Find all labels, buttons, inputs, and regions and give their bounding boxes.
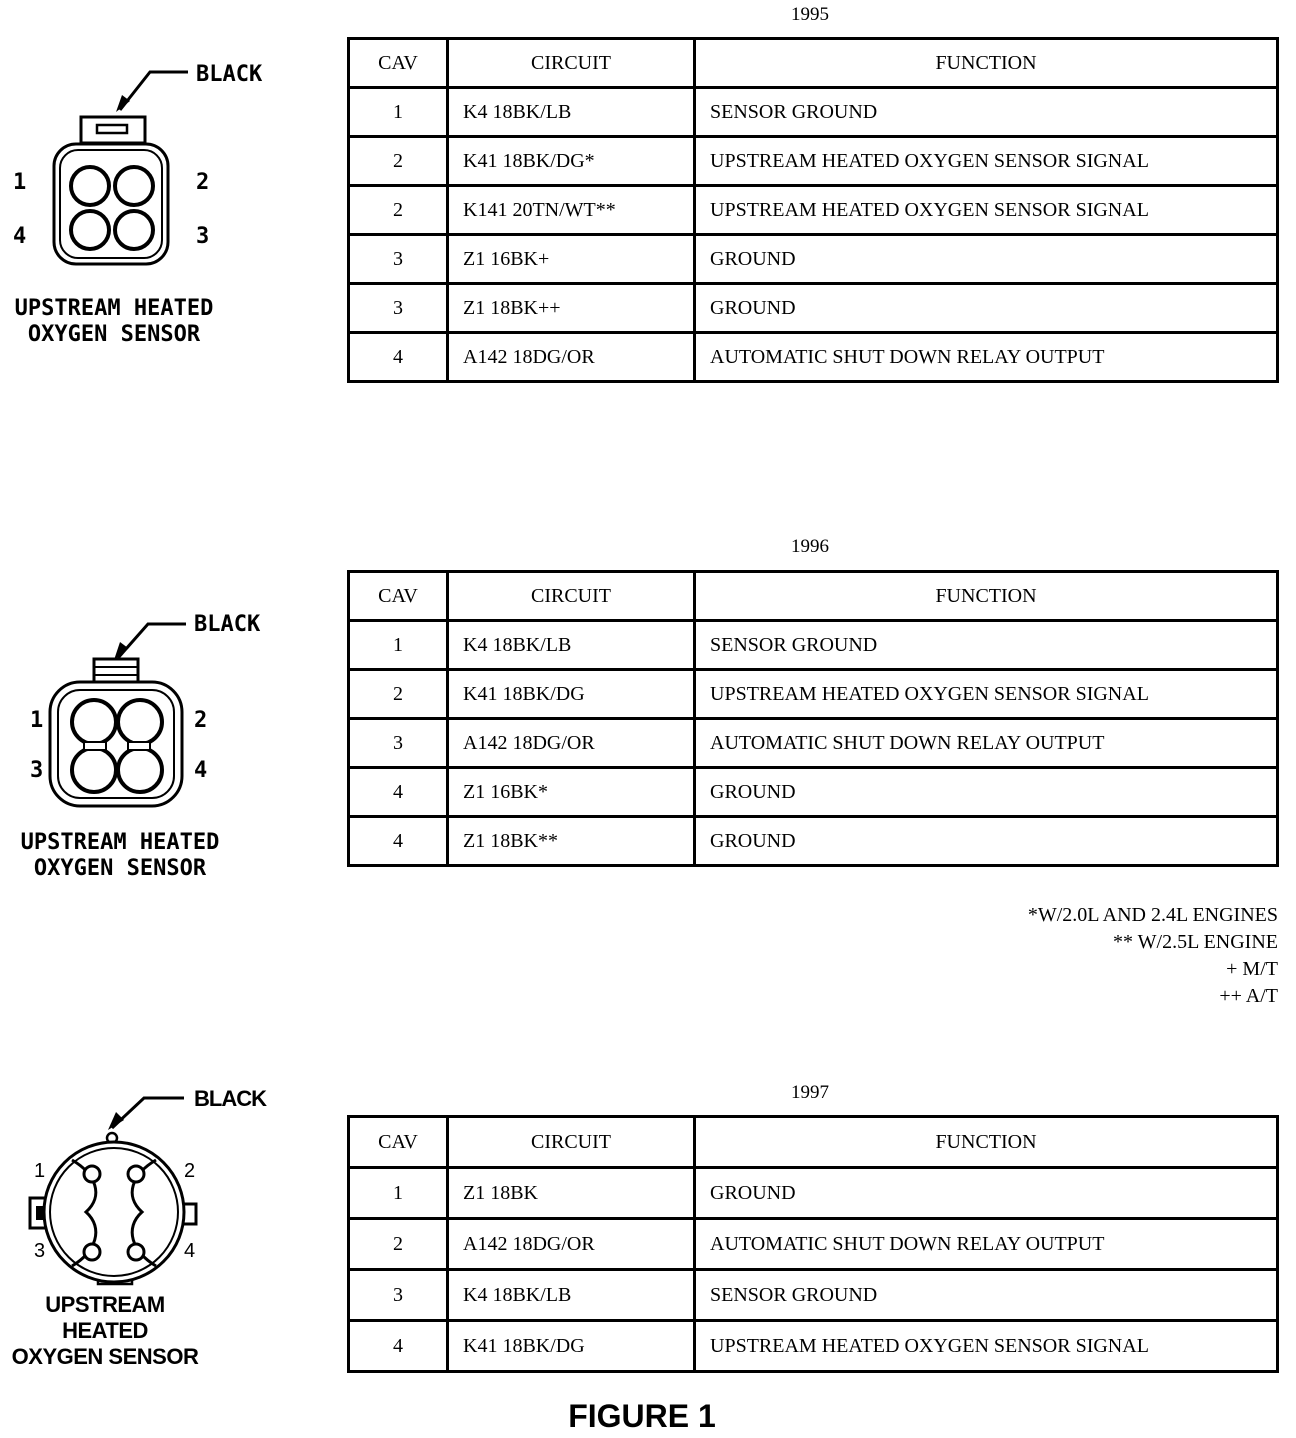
cav-cell: 3 xyxy=(349,284,448,333)
pin-label: 4 xyxy=(184,1240,196,1262)
function-cell: AUTOMATIC SHUT DOWN RELAY OUTPUT xyxy=(695,719,1278,768)
pinout-table-1996 xyxy=(347,570,1279,867)
table-row xyxy=(349,719,1278,768)
footnotes xyxy=(1028,902,1278,1010)
black-color-label: BLACK xyxy=(194,1086,266,1111)
table-row xyxy=(349,1219,1278,1270)
cav-cell: 1 xyxy=(349,88,448,137)
circuit-cell: Z1 16BK+ xyxy=(448,235,695,284)
pin-label: 1 xyxy=(30,708,44,733)
pinout-table-1997 xyxy=(347,1115,1279,1373)
cav-cell: 2 xyxy=(349,1219,448,1270)
black-color-label: BLACK xyxy=(194,612,261,637)
connector-name: UPSTREAM HEATED OXYGEN SENSOR xyxy=(14,296,214,347)
circuit-cell: K4 18BK/LB xyxy=(448,88,695,137)
header-cav: CAV xyxy=(349,39,448,88)
pin-label: 3 xyxy=(34,1240,46,1262)
circuit-cell: K141 20TN/WT** xyxy=(448,186,695,235)
pin-label: 2 xyxy=(196,170,210,195)
circuit-cell: Z1 16BK* xyxy=(448,768,695,817)
pin-label: 3 xyxy=(196,224,210,249)
circuit-cell: A142 18DG/OR xyxy=(448,1219,695,1270)
cav-cell: 1 xyxy=(349,621,448,670)
footnote: + M/T xyxy=(1226,958,1278,980)
cav-cell: 2 xyxy=(349,670,448,719)
cav-cell: 4 xyxy=(349,817,448,866)
cav-cell: 4 xyxy=(349,1321,448,1372)
table-row xyxy=(349,1321,1278,1372)
cav-cell: 2 xyxy=(349,186,448,235)
pin-label: 4 xyxy=(13,224,27,249)
circuit-cell: Z1 18BK++ xyxy=(448,284,695,333)
figure-caption-text: FIGURE 1 xyxy=(568,1398,716,1434)
table-row xyxy=(349,186,1278,235)
circuit-cell: K41 18BK/DG* xyxy=(448,137,695,186)
header-circuit: CIRCUIT xyxy=(448,1117,695,1168)
figure-caption xyxy=(0,1398,1296,1435)
pinout-table-1995 xyxy=(347,37,1279,383)
function-cell: GROUND xyxy=(695,235,1278,284)
pin-label: 3 xyxy=(30,758,44,783)
function-cell: GROUND xyxy=(695,768,1278,817)
footnote: *W/2.0L AND 2.4L ENGINES xyxy=(1027,904,1278,926)
table-row xyxy=(349,235,1278,284)
footnote: ++ A/T xyxy=(1219,985,1278,1007)
round-connector-icon xyxy=(0,0,1,1)
cav-cell: 3 xyxy=(349,719,448,768)
table-row xyxy=(349,1270,1278,1321)
table-row xyxy=(349,284,1278,333)
header-function: FUNCTION xyxy=(695,572,1278,621)
header-circuit: CIRCUIT xyxy=(448,39,695,88)
function-cell: SENSOR GROUND xyxy=(695,1270,1278,1321)
table-year-label: 1996 xyxy=(791,536,829,557)
header-function: FUNCTION xyxy=(695,1117,1278,1168)
cav-cell: 1 xyxy=(349,1168,448,1219)
pin-label: 1 xyxy=(34,1160,46,1182)
function-cell: GROUND xyxy=(695,284,1278,333)
pin-label: 2 xyxy=(184,1160,196,1182)
circuit-cell: K4 18BK/LB xyxy=(448,621,695,670)
cav-cell: 3 xyxy=(349,1270,448,1321)
table-header-row xyxy=(349,572,1278,621)
footnote: ** W/2.5L ENGINE xyxy=(1113,931,1278,953)
circuit-cell: A142 18DG/OR xyxy=(448,719,695,768)
table-row xyxy=(349,768,1278,817)
pin-label: 4 xyxy=(194,758,208,783)
function-cell: GROUND xyxy=(695,817,1278,866)
header-function: FUNCTION xyxy=(695,39,1278,88)
table-year-label: 1997 xyxy=(791,1082,829,1103)
header-circuit: CIRCUIT xyxy=(448,572,695,621)
cav-cell: 3 xyxy=(349,235,448,284)
circuit-cell: K41 18BK/DG xyxy=(448,1321,695,1372)
function-cell: SENSOR GROUND xyxy=(695,88,1278,137)
header-cav: CAV xyxy=(349,572,448,621)
function-cell: UPSTREAM HEATED OXYGEN SENSOR SIGNAL xyxy=(695,1321,1278,1372)
circuit-cell: Z1 18BK** xyxy=(448,817,695,866)
pin-label: 1 xyxy=(13,170,27,195)
function-cell: AUTOMATIC SHUT DOWN RELAY OUTPUT xyxy=(695,1219,1278,1270)
table-row xyxy=(349,621,1278,670)
table-header-row xyxy=(349,39,1278,88)
function-cell: UPSTREAM HEATED OXYGEN SENSOR SIGNAL xyxy=(695,670,1278,719)
connector-name: UPSTREAM HEATED OXYGEN SENSOR xyxy=(20,830,220,881)
cav-cell: 4 xyxy=(349,333,448,382)
circuit-cell: K41 18BK/DG xyxy=(448,670,695,719)
function-cell: AUTOMATIC SHUT DOWN RELAY OUTPUT xyxy=(695,333,1278,382)
function-cell: GROUND xyxy=(695,1168,1278,1219)
function-cell: UPSTREAM HEATED OXYGEN SENSOR SIGNAL xyxy=(695,186,1278,235)
function-cell: UPSTREAM HEATED OXYGEN SENSOR SIGNAL xyxy=(695,137,1278,186)
header-cav: CAV xyxy=(349,1117,448,1168)
cav-cell: 4 xyxy=(349,768,448,817)
pin-label: 2 xyxy=(194,708,208,733)
connector-name: UPSTREAM HEATED OXYGEN SENSOR xyxy=(11,1292,199,1369)
table-header-row xyxy=(349,1117,1278,1168)
black-color-label: BLACK xyxy=(196,62,263,87)
function-cell: SENSOR GROUND xyxy=(695,621,1278,670)
table-row xyxy=(349,333,1278,382)
table-row xyxy=(349,670,1278,719)
table-row xyxy=(349,817,1278,866)
circuit-cell: A142 18DG/OR xyxy=(448,333,695,382)
table-year-label: 1995 xyxy=(791,4,829,25)
circuit-cell: K4 18BK/LB xyxy=(448,1270,695,1321)
circuit-cell: Z1 18BK xyxy=(448,1168,695,1219)
table-row xyxy=(349,88,1278,137)
table-row xyxy=(349,1168,1278,1219)
cav-cell: 2 xyxy=(349,137,448,186)
table-row xyxy=(349,137,1278,186)
